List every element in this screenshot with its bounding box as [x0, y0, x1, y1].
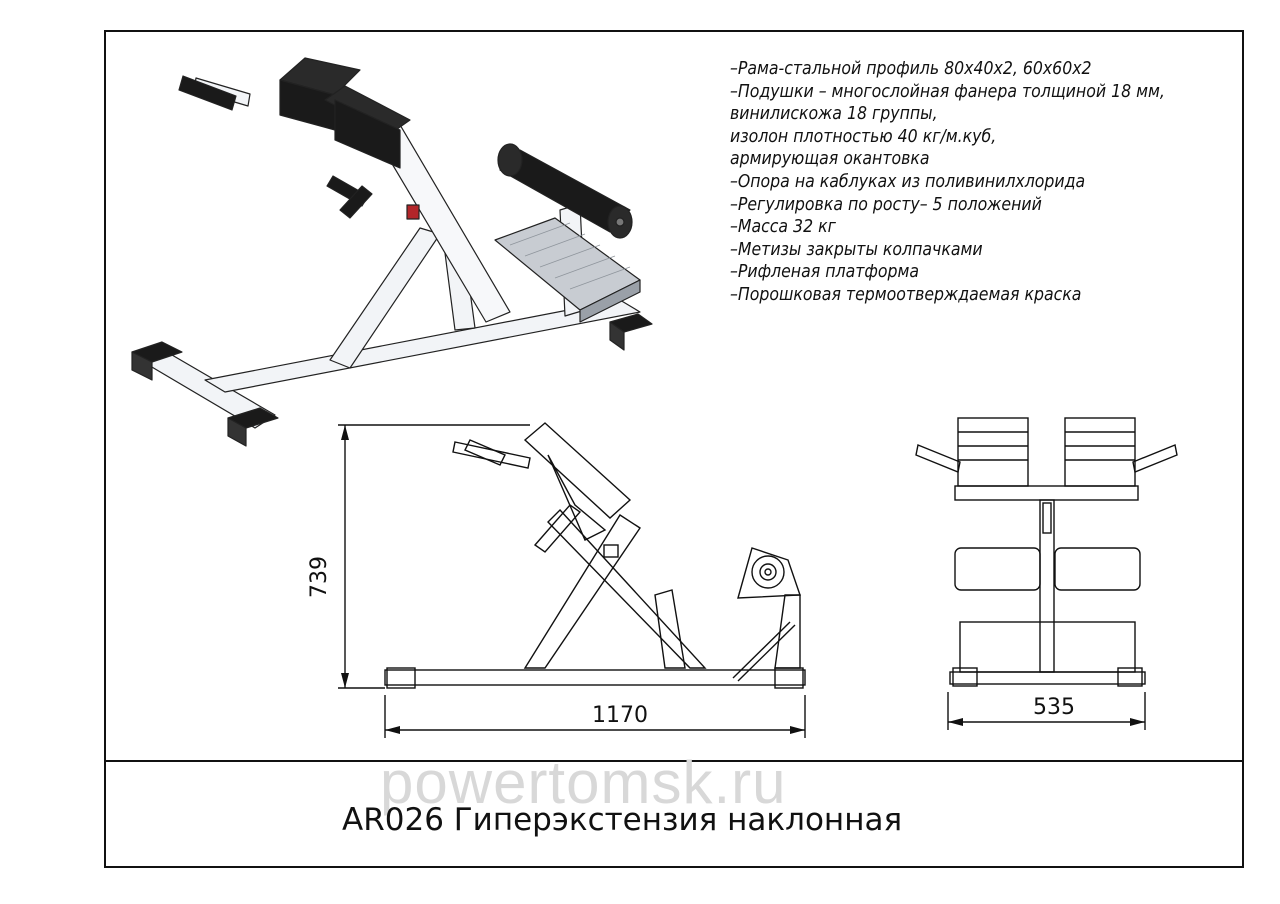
spec-line: армирующая окантовка — [730, 149, 930, 170]
spec-line: винилискожа 18 группы, — [730, 104, 938, 125]
spec-line: –Рама-стальной профиль 80x40x2, 60x60x2 — [730, 59, 1092, 79]
spec-line: изолон плотностью 40 кг/м.куб, — [730, 126, 997, 147]
dimension-length: 1170 — [592, 703, 648, 728]
spec-line: –Масса 32 кг — [730, 217, 836, 238]
product-title: AR026 Гиперэкстензия наклонная — [342, 802, 903, 838]
spec-line: –Опора на каблуках из поливинилхлорида — [730, 171, 1086, 192]
spec-line: –Регулировка по росту– 5 положений — [730, 194, 1042, 215]
watermark-text: powertomsk.ru — [380, 749, 787, 816]
dimension-height: 739 — [307, 556, 332, 598]
spec-line: –Подушки – многослойная фанера толщиной 18 мм, — [730, 81, 1165, 102]
dimension-width: 535 — [1033, 695, 1075, 720]
spec-line: –Метизы закрыты колпачками — [730, 239, 983, 260]
spec-line: –Рифленая платформа — [730, 262, 920, 283]
spec-line: –Порошковая термоотверждаемая краска — [730, 284, 1082, 305]
